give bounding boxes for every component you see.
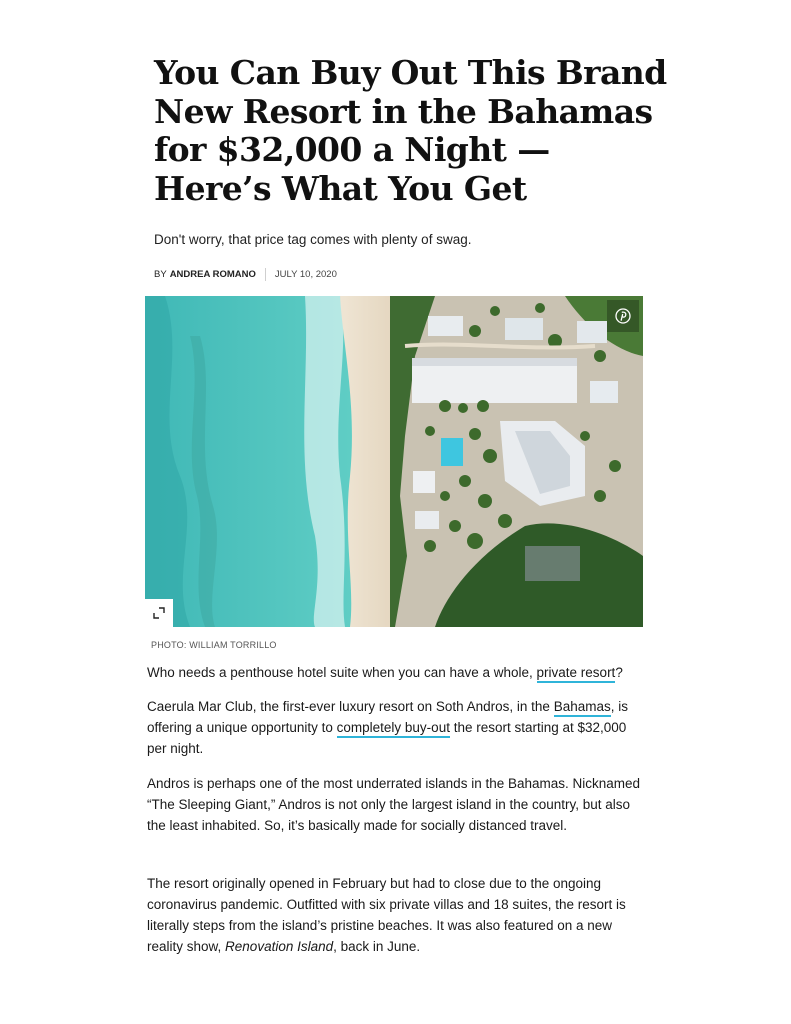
p2-text-a: Caerula Mar Club, the first-ever luxury resort on Soth Andros, in the [147, 699, 554, 714]
p4-text-b: , back in June. [333, 939, 421, 954]
show-title: Renovation Island [225, 939, 334, 954]
byline-divider [265, 268, 266, 281]
private-resort-link[interactable]: private resort [537, 665, 616, 683]
expand-icon [151, 605, 167, 621]
paragraph-2 [147, 696, 647, 759]
hero-image[interactable] [145, 296, 643, 627]
expand-image-button[interactable] [145, 599, 173, 627]
paragraph-4 [147, 873, 647, 957]
p1-text-b: ? [615, 665, 623, 680]
p2-text-c: the resort starting at $32,000 per night. [147, 720, 627, 756]
bahamas-link[interactable]: Bahamas [554, 699, 611, 717]
aerial-resort-photo [145, 296, 643, 627]
photo-credit: PHOTO: WILLIAM TORRILLO [151, 640, 277, 650]
byline-prefix: BY [154, 269, 167, 280]
p4-text-a: The resort originally opened in February but had to close due to the ongoing coronavirus pandemic. Outfitted with six private villas and 18 suites, the resort is literally steps from the island’s pristine beaches. It was also featured on a new reality show, [147, 876, 626, 954]
buy-out-link[interactable]: completely buy-out [337, 720, 450, 738]
paragraph-1 [147, 662, 647, 683]
byline-author[interactable]: ANDREA ROMANO [169, 269, 256, 280]
article-headline: You Can Buy Out This Brand New Resort in the Bahamas for $32,000 a Night — Here’s What You Get [154, 53, 667, 208]
byline-date: JULY 10, 2020 [274, 269, 337, 280]
paragraph-3: Andros is perhaps one of the most underrated islands in the Bahamas. Nicknamed “The Sleeping Giant,” Andros is not only the largest island in the country, but also the least inhabited. So, it’s basically made for socially distanced travel. [147, 776, 641, 833]
p2-text-b: , is offering a unique opportunity to [147, 699, 628, 735]
byline [154, 268, 337, 281]
pinterest-button[interactable] [607, 300, 639, 332]
pinterest-icon [615, 308, 631, 324]
p1-text-a: Who needs a penthouse hotel suite when you can have a whole, [147, 665, 537, 680]
article-dek: Don't worry, that price tag comes with plenty of swag. [154, 232, 472, 247]
